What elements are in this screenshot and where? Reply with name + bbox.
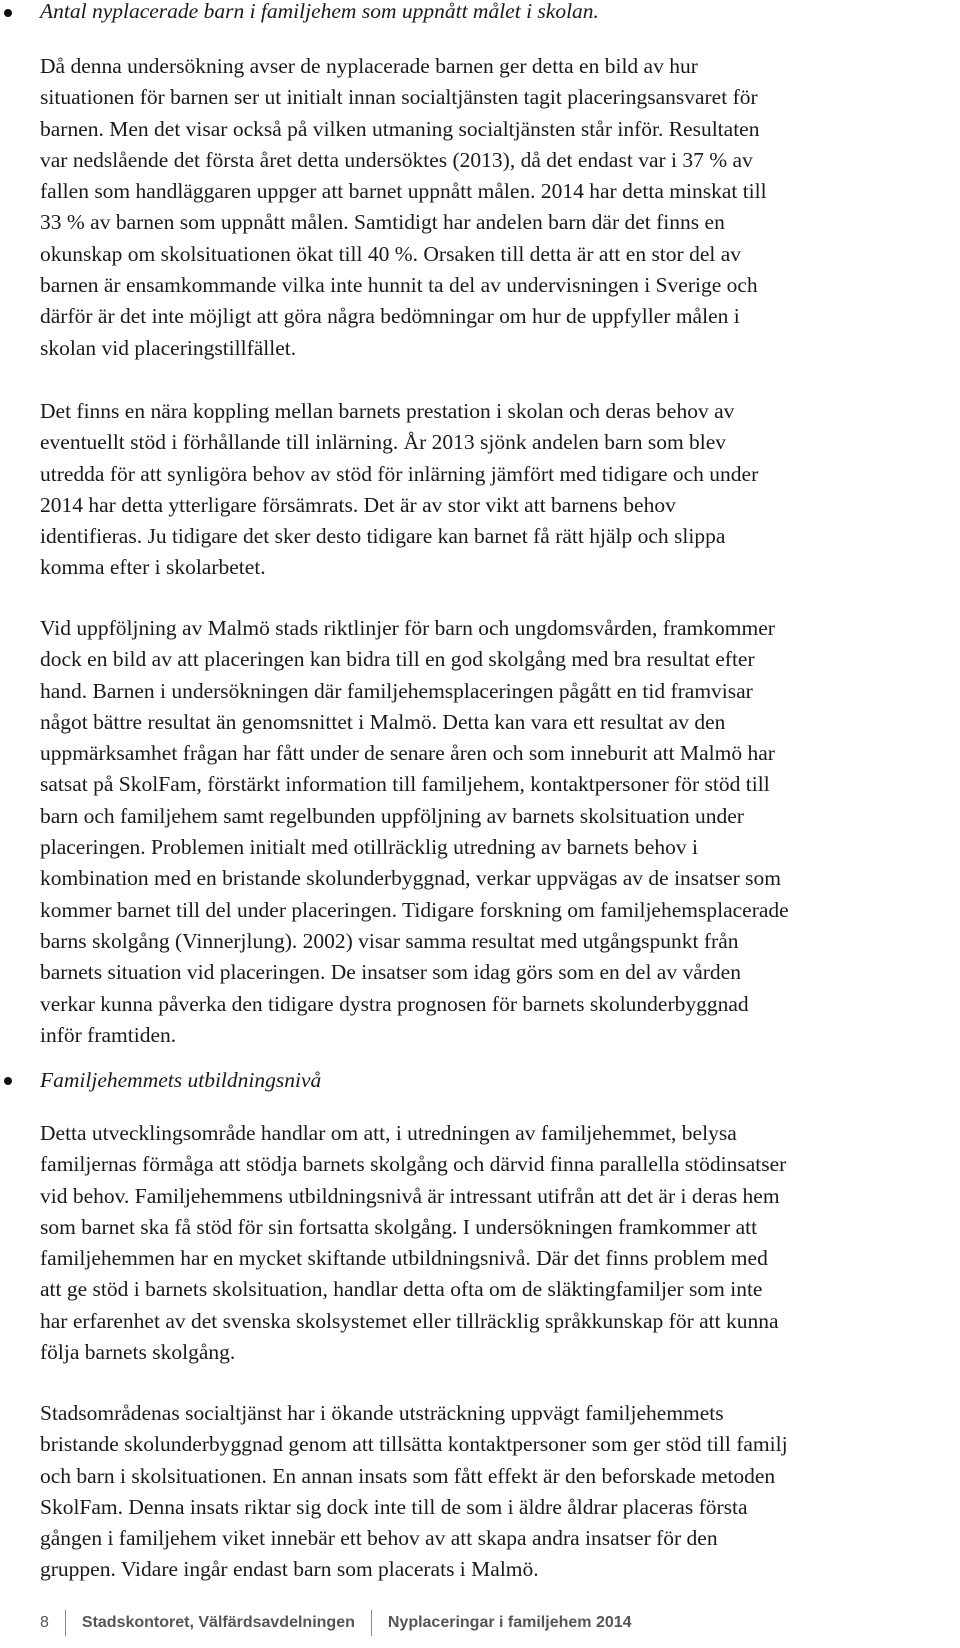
paragraph <box>40 1118 960 1368</box>
paragraph <box>40 1398 960 1586</box>
text-line: Vid uppföljning av Malmö stads riktlinjer för barn och ungdomsvården, framkommer <box>40 616 775 640</box>
text-line: barns skolgång (Vinnerjlung). 2002) visar samma resultat med utgångspunkt från <box>40 928 739 953</box>
page-number: 8 <box>40 1614 49 1632</box>
text-line: bristande skolunderbyggnad genom att tillsätta kontaktpersoner som ger stöd till familj <box>40 1432 788 1457</box>
text-line: barnen är ensamkommande vilka inte hunnit ta del av undervisningen i Sverige och <box>40 273 758 298</box>
text-line: gången i familjehem viket innebär ett behov av att skapa andra insatser för den <box>40 1526 718 1551</box>
text-line: identifieras. Ju tidigare det sker desto tidigare kan barnet få rätt hjälp och slippa <box>40 524 726 549</box>
text-line: var nedslående det första året detta undersöktes (2013), då det endast var i 37 % av <box>40 147 753 172</box>
text-line: kombination med en bristande skolunderbyggnad, verkar uppvägas av de insatser som <box>40 866 781 891</box>
paragraph <box>40 613 960 1051</box>
text-line: därför är det inte möjligt att göra några bedömningar om hur de uppfyller målen i <box>40 304 740 329</box>
text-line: familjehemmen har en mycket skiftande utbildningsnivå. Där det finns problem med <box>40 1246 768 1271</box>
footer-organization: Stadskontoret, Välfärdsavdelningen <box>81 1614 355 1632</box>
text-line: har erfarenhet av det svenska skolsystemet eller tillräcklig språkkunskap för att kunna <box>40 1308 779 1333</box>
text-line: SkolFam. Denna insats riktar sig dock inte till de som i äldre åldrar placeras första <box>40 1494 748 1519</box>
paragraph <box>40 51 960 364</box>
text-line: 2014 har detta ytterligare försämrats. Det är av stor vikt att barnens behov <box>40 492 676 517</box>
text-line: som barnet ska få stöd för sin fortsatta skolgång. I undersökningen framkommer att <box>40 1214 758 1239</box>
text-line: familjernas förmåga att stödja barnets skolgång och därvid finna parallella stödinsatser <box>40 1152 787 1177</box>
text-line: och barn i skolsituationen. En annan insats som fått effekt är den beforskade metoden <box>40 1463 776 1488</box>
footer-document-title: Nyplaceringar i familjehem 2014 <box>387 1614 632 1632</box>
text-line: barn och familjehem samt regelbunden uppföljning av barnets skolsituation under <box>40 803 744 828</box>
text-line: Stadsområdenas socialtjänst har i ökande utsträckning uppvägt familjehemmets <box>40 1401 724 1425</box>
bullet-icon <box>4 1077 12 1085</box>
text-line: komma efter i skolarbetet. <box>40 555 266 580</box>
section-heading-education-level: Familjehemmets utbildningsnivå <box>40 1068 322 1092</box>
text-line: uppmärksamhet frågan har fått under de senare åren och som inneburit att Malmö har <box>40 741 775 766</box>
text-line: utredda för att synligöra behov av stöd för inlärning jämfört med tidigare och under <box>40 461 759 486</box>
page-footer <box>40 1608 632 1638</box>
text-line: hand. Barnen i undersökningen där familjehemsplaceringen pågått en tid framvisar <box>40 678 753 703</box>
text-line: situationen för barnen ser ut initialt innan socialtjänsten tagit placeringsansvaret för <box>40 85 758 110</box>
text-line: Detta utvecklingsområde handlar om att, i utredningen av familjehemmet, belysa <box>40 1121 737 1145</box>
text-line: barnen. Men det visar också på vilken utmaning socialtjänsten står inför. Resultaten <box>40 116 760 141</box>
text-line: Det finns en nära koppling mellan barnets prestation i skolan och deras behov av <box>40 399 735 423</box>
text-line: följa barnets skolgång. <box>40 1340 236 1365</box>
text-line: något bättre resultat än genomsnittet i Malmö. Detta kan vara ett resultat av den <box>40 709 726 734</box>
text-line: fallen som handläggaren uppger att barnet uppnått målen. 2014 har detta minskat till <box>40 179 767 204</box>
text-line: verkar kunna påverka den tidigare dystra prognosen för barnets skolunderbyggnad <box>40 991 749 1016</box>
section-heading-school-goals: Antal nyplacerade barn i familjehem som uppnått målet i skolan. <box>40 0 599 23</box>
text-line: placeringen. Problemen initialt med otillräcklig utredning av barnets behov i <box>40 835 698 860</box>
text-line: okunskap om skolsituationen ökat till 40 %. Orsaken till detta är att en stor del av <box>40 241 741 266</box>
text-line: barnets situation vid placeringen. De insatser som idag görs som en del av vården <box>40 960 741 985</box>
text-line: dock en bild av att placeringen kan bidra till en god skolgång med bra resultat efter <box>40 647 755 672</box>
text-line: inför framtiden. <box>40 1022 177 1047</box>
text-line: gruppen. Vidare ingår endast barn som placerats i Malmö. <box>40 1557 539 1582</box>
text-line: 33 % av barnen som uppnått målen. Samtidigt har andelen barn där det finns en <box>40 210 725 235</box>
paragraph <box>40 396 960 584</box>
text-line: satsat på SkolFam, förstärkt information till familjehem, kontaktpersoner för stöd till <box>40 772 770 797</box>
text-line: vid behov. Familjehemmens utbildningsnivå är intressant utifrån att det är i deras hem <box>40 1183 780 1208</box>
bullet-icon <box>4 9 12 17</box>
footer-divider <box>65 1610 66 1636</box>
text-line: eventuellt stöd i förhållande till inlärning. År 2013 sjönk andelen barn som blev <box>40 430 727 455</box>
text-line: Då denna undersökning avser de nyplacerade barnen ger detta en bild av hur <box>40 54 698 78</box>
text-line: skolan vid placeringstillfället. <box>40 335 297 360</box>
footer-divider <box>371 1610 372 1636</box>
text-line: kommer barnet till del under placeringen. Tidigare forskning om familjehemsplacerade <box>40 897 789 922</box>
text-line: att ge stöd i barnets skolsituation, handlar detta ofta om de släktingfamiljer som inte <box>40 1277 763 1302</box>
